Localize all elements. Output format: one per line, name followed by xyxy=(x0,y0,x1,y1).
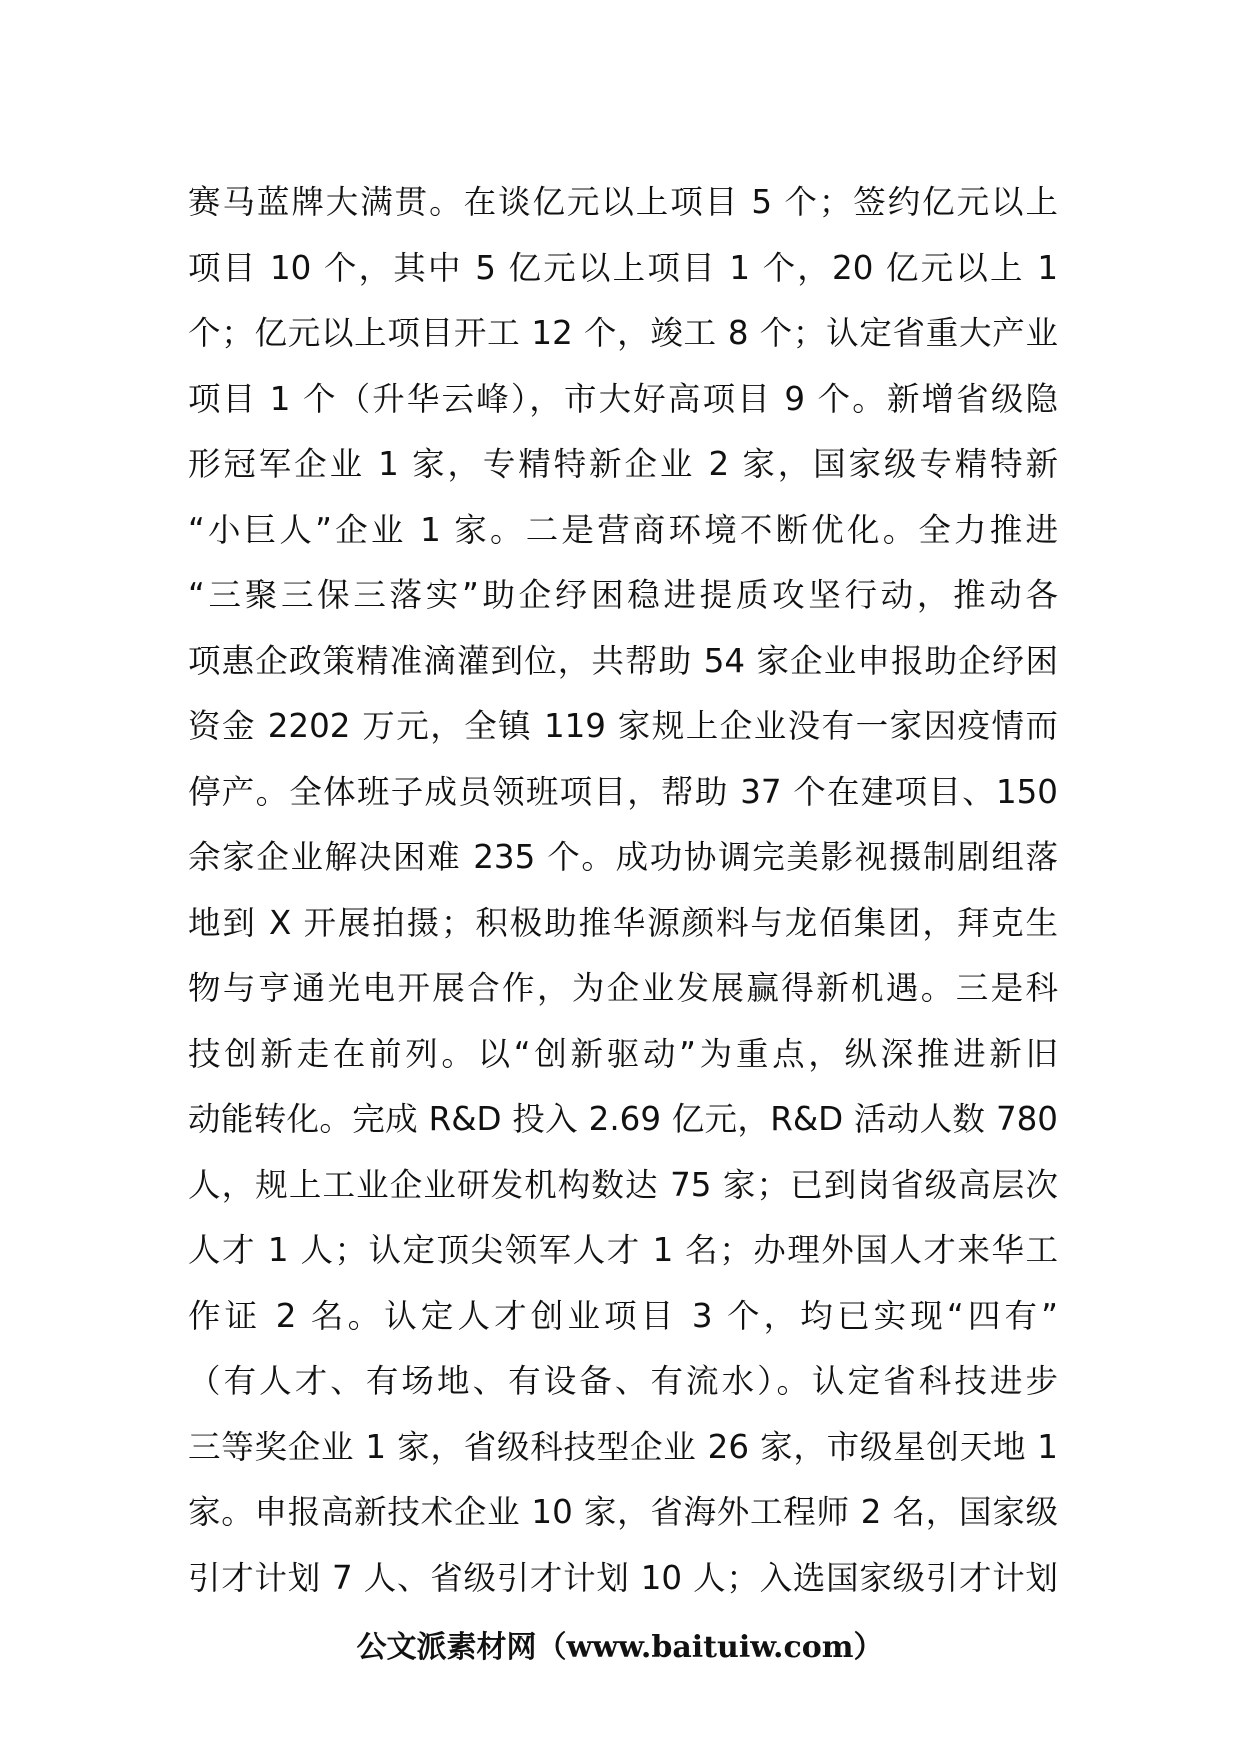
body-paragraph xyxy=(188,170,1058,1611)
text-line: 资金 2202 万元，全镇 119 家规上企业没有一家因疫情而 xyxy=(188,707,1058,745)
text-line: 人，规上工业企业研发机构数达 75 家；已到岗省级高层次 xyxy=(188,1165,1058,1204)
text-line: 作证 2 名。认定人才创业项目 3 个，均已实现“四有” xyxy=(188,1296,1058,1335)
text-line: 技创新走在前列。以“创新驱动”为重点，纵深推进新旧 xyxy=(188,1034,1058,1073)
text-line: （有人才、有场地、有设备、有流水）。认定省科技进步 xyxy=(188,1362,1058,1400)
text-line: 引才计划 7 人、省级引才计划 10 人；入选国家级引才计划 xyxy=(188,1558,1058,1597)
text-line: 物与亨通光电开展合作，为企业发展赢得新机遇。三是科 xyxy=(188,969,1058,1007)
text-line: 赛马蓝牌大满贯。在谈亿元以上项目 5 个；签约亿元以上 xyxy=(188,183,1058,221)
page-footer: 公文派素材网（www.baituiw.com） xyxy=(356,1630,884,1665)
text-line: 人才 1 人；认定顶尖领军人才 1 名；办理外国人才来华工 xyxy=(188,1231,1058,1269)
text-line: 停产。全体班子成员领班项目，帮助 37 个在建项目、150 xyxy=(188,772,1058,811)
text-line: 项目 10 个，其中 5 亿元以上项目 1 个，20 亿元以上 1 xyxy=(188,248,1058,287)
text-line: 个；亿元以上项目开工 12 个，竣工 8 个；认定省重大产业 xyxy=(188,314,1058,352)
text-line: 三等奖企业 1 家，省级科技型企业 26 家，市级星创天地 1 xyxy=(188,1427,1058,1466)
text-line: 家。申报高新技术企业 10 家，省海外工程师 2 名，国家级 xyxy=(188,1493,1058,1531)
text-line: 项惠企政策精准滴灌到位，共帮助 54 家企业申报助企纾困 xyxy=(188,641,1058,680)
text-line: 余家企业解决困难 235 个。成功协调完美影视摄制剧组落 xyxy=(188,838,1058,876)
text-line: 形冠军企业 1 家，专精特新企业 2 家，国家级专精特新 xyxy=(188,445,1058,483)
text-line: “三聚三保三落实”助企纾困稳进提质攻坚行动，推动各 xyxy=(188,576,1058,614)
text-line: “小巨人”企业 1 家。二是营商环境不断优化。全力推进 xyxy=(188,510,1058,549)
text-line: 项目 1 个（升华云峰），市大好高项目 9 个。新增省级隐 xyxy=(188,379,1058,418)
text-line: 地到 X 开展拍摄；积极助推华源颜料与龙佰集团，拜克生 xyxy=(188,903,1058,942)
text-line: 动能转化。完成 R&D 投入 2.69 亿元，R&D 活动人数 780 xyxy=(188,1100,1058,1138)
